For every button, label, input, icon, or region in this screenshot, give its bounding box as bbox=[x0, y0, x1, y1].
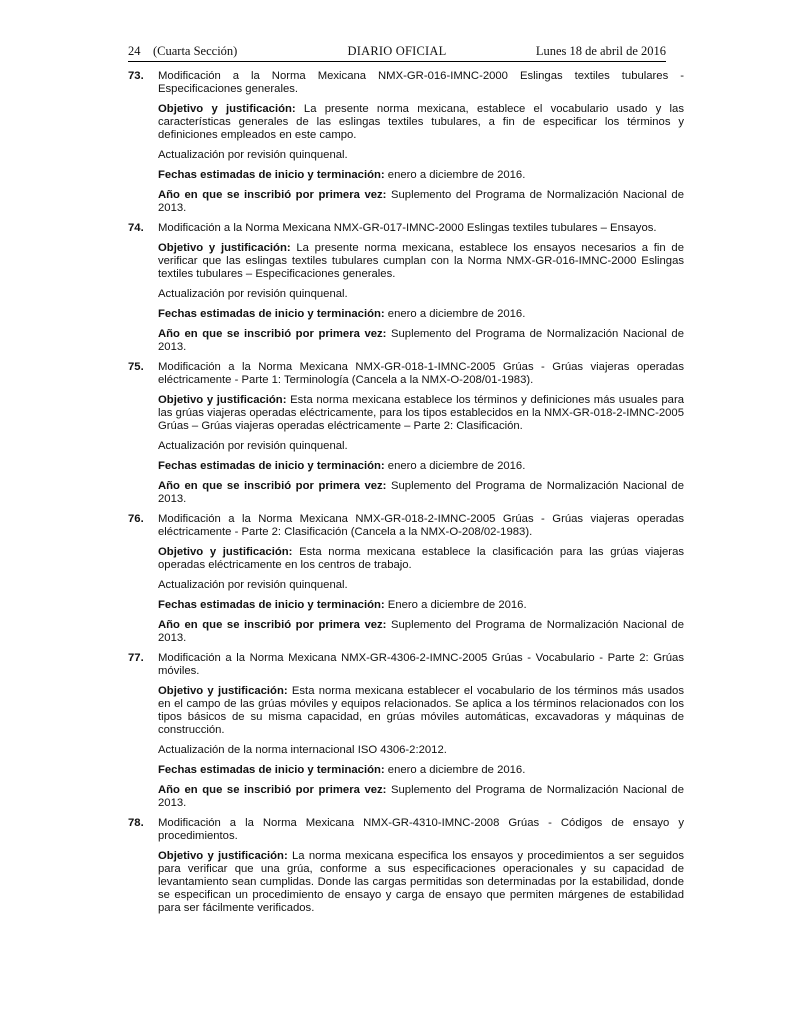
dates-text: enero a diciembre de 2016. bbox=[387, 460, 526, 472]
objective-text: Esta norma mexicana establece la clasificación para las grúas viajeras operadas eléctricamente en los centros de trabajo. bbox=[158, 546, 685, 571]
entry-number: 74. bbox=[128, 222, 144, 234]
first-year-label: Año en que se inscribió por primera vez: bbox=[158, 619, 387, 631]
objective-text: Esta norma mexicana establece los términos y definiciones más usuales para las grúas viajeras operadas eléctricamente, para los tipos establecidos en la NMX-GR-018-2-IMNC-2005 Grúas – Grúas viajeras operadas eléctricamente – Parte 2: Clasificación. bbox=[158, 394, 684, 432]
update-note: Actualización de la norma internacional ISO 4306-2:2012. bbox=[158, 744, 447, 756]
entry-number: 77. bbox=[128, 652, 144, 664]
update-note: Actualización por revisión quinquenal. bbox=[158, 440, 348, 452]
objective-paragraph bbox=[158, 546, 684, 572]
dates-paragraph bbox=[158, 599, 684, 612]
entry-number: 73. bbox=[128, 70, 144, 82]
first-year-text: Suplemento del Programa de Normalización Nacional de 2013. bbox=[158, 480, 684, 505]
norm-entry-73 bbox=[128, 70, 684, 215]
section-label: (Cuarta Sección) bbox=[153, 44, 238, 58]
dates-paragraph bbox=[158, 460, 684, 473]
norm-entry-74 bbox=[128, 222, 684, 354]
first-year-paragraph bbox=[158, 189, 684, 215]
objective-label: Objetivo y justificación: bbox=[158, 850, 288, 862]
dates-label: Fechas estimadas de inicio y terminación: bbox=[158, 599, 385, 611]
first-year-paragraph bbox=[158, 784, 684, 810]
publication-date: Lunes 18 de abril de 2016 bbox=[535, 44, 666, 58]
dates-label: Fechas estimadas de inicio y terminación: bbox=[158, 308, 385, 320]
objective-paragraph bbox=[158, 242, 684, 281]
objective-paragraph bbox=[158, 394, 684, 433]
objective-text: La presente norma mexicana, establece los ensayos necesarios a fin de verificar que las eslingas textiles tubulares cumplan con la Norma NMX-GR-016-IMNC-2000 Eslingas textiles tubulares – Especificaciones generales. bbox=[158, 242, 684, 280]
objective-text: La presente norma mexicana, establece el vocabulario usado y las características generales de las eslingas textiles tubulares, a fin de especificar los términos y definiciones empleados en este campo. bbox=[158, 103, 684, 141]
entry-number: 75. bbox=[128, 361, 144, 373]
dates-text: Enero a diciembre de 2016. bbox=[387, 599, 527, 611]
header-divider bbox=[128, 61, 666, 62]
entry-title: Modificación a la Norma Mexicana NMX-GR-4306-2-IMNC-2005 Grúas - Vocabulario - Parte 2: Grúas móviles. bbox=[158, 652, 684, 677]
document-body bbox=[128, 70, 684, 922]
page-number: 24 bbox=[128, 44, 141, 58]
objective-label: Objetivo y justificación: bbox=[158, 103, 296, 115]
entry-title: Modificación a la Norma Mexicana NMX-GR-017-IMNC-2000 Eslingas textiles tubulares – Ensayos. bbox=[158, 222, 657, 234]
dates-label: Fechas estimadas de inicio y terminación: bbox=[158, 764, 385, 776]
objective-paragraph bbox=[158, 685, 684, 737]
norm-entry-78 bbox=[128, 817, 684, 915]
first-year-paragraph bbox=[158, 619, 684, 645]
dates-paragraph bbox=[158, 308, 684, 321]
first-year-text: Suplemento del Programa de Normalización Nacional de 2013. bbox=[158, 328, 684, 353]
first-year-label: Año en que se inscribió por primera vez: bbox=[158, 189, 387, 201]
entry-title: Modificación a la Norma Mexicana NMX-GR-016-IMNC-2000 Eslingas textiles tubulares - Especificaciones generales. bbox=[158, 70, 684, 95]
objective-label: Objetivo y justificación: bbox=[158, 685, 288, 697]
page-header bbox=[128, 44, 666, 60]
norm-entry-75 bbox=[128, 361, 684, 506]
dates-text: enero a diciembre de 2016. bbox=[387, 764, 526, 776]
update-note: Actualización por revisión quinquenal. bbox=[158, 288, 348, 300]
update-note: Actualización por revisión quinquenal. bbox=[158, 579, 348, 591]
dates-paragraph bbox=[158, 764, 684, 777]
first-year-label: Año en que se inscribió por primera vez: bbox=[158, 480, 387, 492]
update-note: Actualización por revisión quinquenal. bbox=[158, 149, 348, 161]
dates-label: Fechas estimadas de inicio y terminación: bbox=[158, 169, 385, 181]
entry-title: Modificación a la Norma Mexicana NMX-GR-4310-IMNC-2008 Grúas - Códigos de ensayo y procedimientos. bbox=[158, 817, 684, 842]
norm-entry-77 bbox=[128, 652, 684, 810]
dates-label: Fechas estimadas de inicio y terminación: bbox=[158, 460, 385, 472]
first-year-paragraph bbox=[158, 480, 684, 506]
objective-label: Objetivo y justificación: bbox=[158, 546, 293, 558]
first-year-label: Año en que se inscribió por primera vez: bbox=[158, 784, 387, 796]
entry-title: Modificación a la Norma Mexicana NMX-GR-018-2-IMNC-2005 Grúas - Grúas viajeras operadas eléctricamente - Parte 2: Clasificación (Cancela a la NMX-O-208/02-1983). bbox=[158, 513, 684, 538]
entry-title: Modificación a la Norma Mexicana NMX-GR-018-1-IMNC-2005 Grúas - Grúas viajeras operadas eléctricamente - Parte 1: Terminología (Cancela a la NMX-O-208/01-1983). bbox=[158, 361, 684, 386]
first-year-text: Suplemento del Programa de Normalización Nacional de 2013. bbox=[158, 784, 684, 809]
dates-text: enero a diciembre de 2016. bbox=[387, 308, 526, 320]
dates-text: enero a diciembre de 2016. bbox=[387, 169, 526, 181]
publication-title: DIARIO OFICIAL bbox=[347, 44, 447, 58]
objective-text: La norma mexicana especifica los ensayos y procedimientos a ser seguidos para verificar que una grúa, conforme a sus especificaciones operacionales y su capacidad de levantamiento sean cumplidas. Donde las cargas permitidas son determinadas por la estabilidad, donde se especifican un procedimiento de ensayo y carga de ensayo que permiten márgenes de estabilidad para ser fácilmente verificados. bbox=[158, 850, 684, 914]
objective-label: Objetivo y justificación: bbox=[158, 242, 291, 254]
objective-label: Objetivo y justificación: bbox=[158, 394, 287, 406]
first-year-paragraph bbox=[158, 328, 684, 354]
entry-number: 76. bbox=[128, 513, 144, 525]
objective-text: Esta norma mexicana establecer el vocabulario de los términos más usados en el campo de las grúas móviles y equipos relacionados. Se aplica a los términos relacionados con los tipos básicos de su misma capacidad, en grúas móviles automáticas, excavadoras y máquinas de construcción. bbox=[158, 685, 684, 736]
objective-paragraph bbox=[158, 850, 684, 915]
first-year-text: Suplemento del Programa de Normalización Nacional de 2013. bbox=[158, 619, 684, 644]
dates-paragraph bbox=[158, 169, 684, 182]
first-year-text: Suplemento del Programa de Normalización Nacional de 2013. bbox=[158, 189, 684, 214]
first-year-label: Año en que se inscribió por primera vez: bbox=[158, 328, 387, 340]
objective-paragraph bbox=[158, 103, 684, 142]
norm-entry-76 bbox=[128, 513, 684, 645]
entry-number: 78. bbox=[128, 817, 144, 829]
